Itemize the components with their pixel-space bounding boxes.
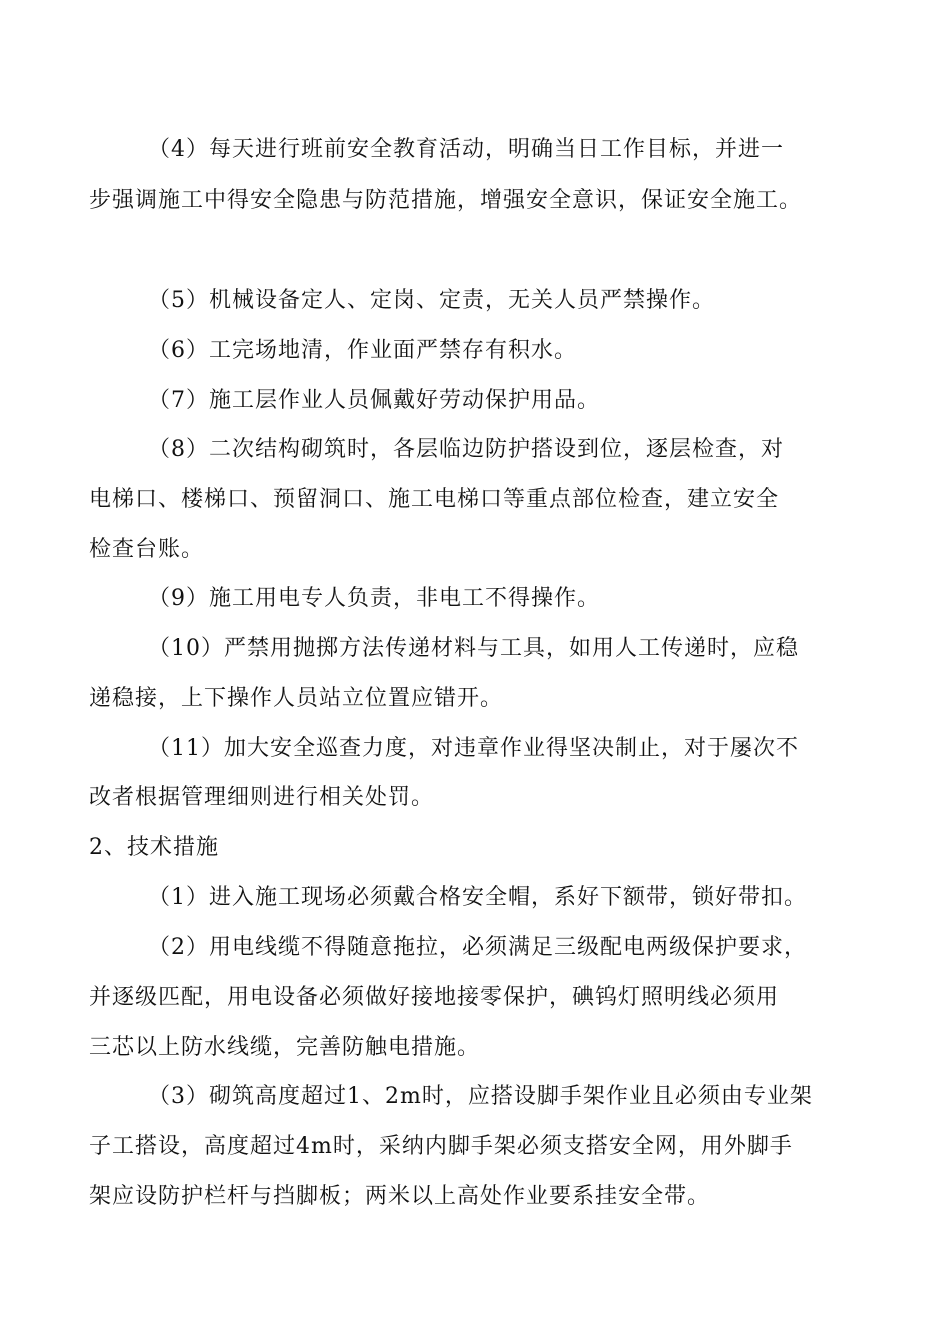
paragraph-line: 架应设防护栏杆与挡脚板；两米以上高处作业要系挂安全带。 [89, 1184, 711, 1209]
paragraph-line: （6）工完场地清，作业面严禁存有积水。 [148, 338, 577, 363]
paragraph-line: 三芯以上防水线缆，完善防触电措施。 [89, 1035, 481, 1060]
paragraph-line: 子工搭设，高度超过4m时，采纳内脚手架必须支搭安全网，用外脚手 [89, 1134, 793, 1159]
paragraph-line: （11）加大安全巡查力度，对违章作业得坚决制止，对于屡次不 [148, 736, 799, 761]
paragraph-line: （8）二次结构砌筑时，各层临边防护搭设到位，逐层检查，对 [148, 437, 784, 462]
paragraph-line: 检查台账。 [89, 537, 205, 562]
paragraph-line: 电梯口、楼梯口、预留洞口、施工电梯口等重点部位检查，建立安全 [89, 487, 780, 512]
paragraph-line: （1）进入施工现场必须戴合格安全帽，系好下额带，锁好带扣。 [148, 885, 807, 910]
paragraph-line: 递稳接，上下操作人员站立位置应错开。 [89, 686, 504, 711]
section-heading: 2、技术措施 [89, 835, 219, 860]
paragraph-line: （10）严禁用抛掷方法传递材料与工具，如用人工传递时，应稳 [148, 636, 799, 661]
paragraph-line: （2）用电线缆不得随意拖拉，必须满足三级配电两级保护要求， [148, 935, 807, 960]
paragraph-line: 改者根据管理细则进行相关处罚。 [89, 785, 435, 810]
paragraph-line: （7）施工层作业人员佩戴好劳动保护用品。 [148, 388, 600, 413]
paragraph-line: （5）机械设备定人、定岗、定责，无关人员严禁操作。 [148, 288, 715, 313]
paragraph-line: 步强调施工中得安全隐患与防范措施，增强安全意识，保证安全施工。 [89, 188, 803, 213]
paragraph-line: （9）施工用电专人负责，非电工不得操作。 [148, 586, 600, 611]
paragraph-line: （4）每天进行班前安全教育活动，明确当日工作目标，并进一 [148, 137, 784, 162]
paragraph-line: 并逐级匹配，用电设备必须做好接地接零保护，碘钨灯照明线必须用 [89, 985, 780, 1010]
paragraph-line: （3）砌筑高度超过1、2m时，应搭设脚手架作业且必须由专业架 [148, 1084, 813, 1109]
